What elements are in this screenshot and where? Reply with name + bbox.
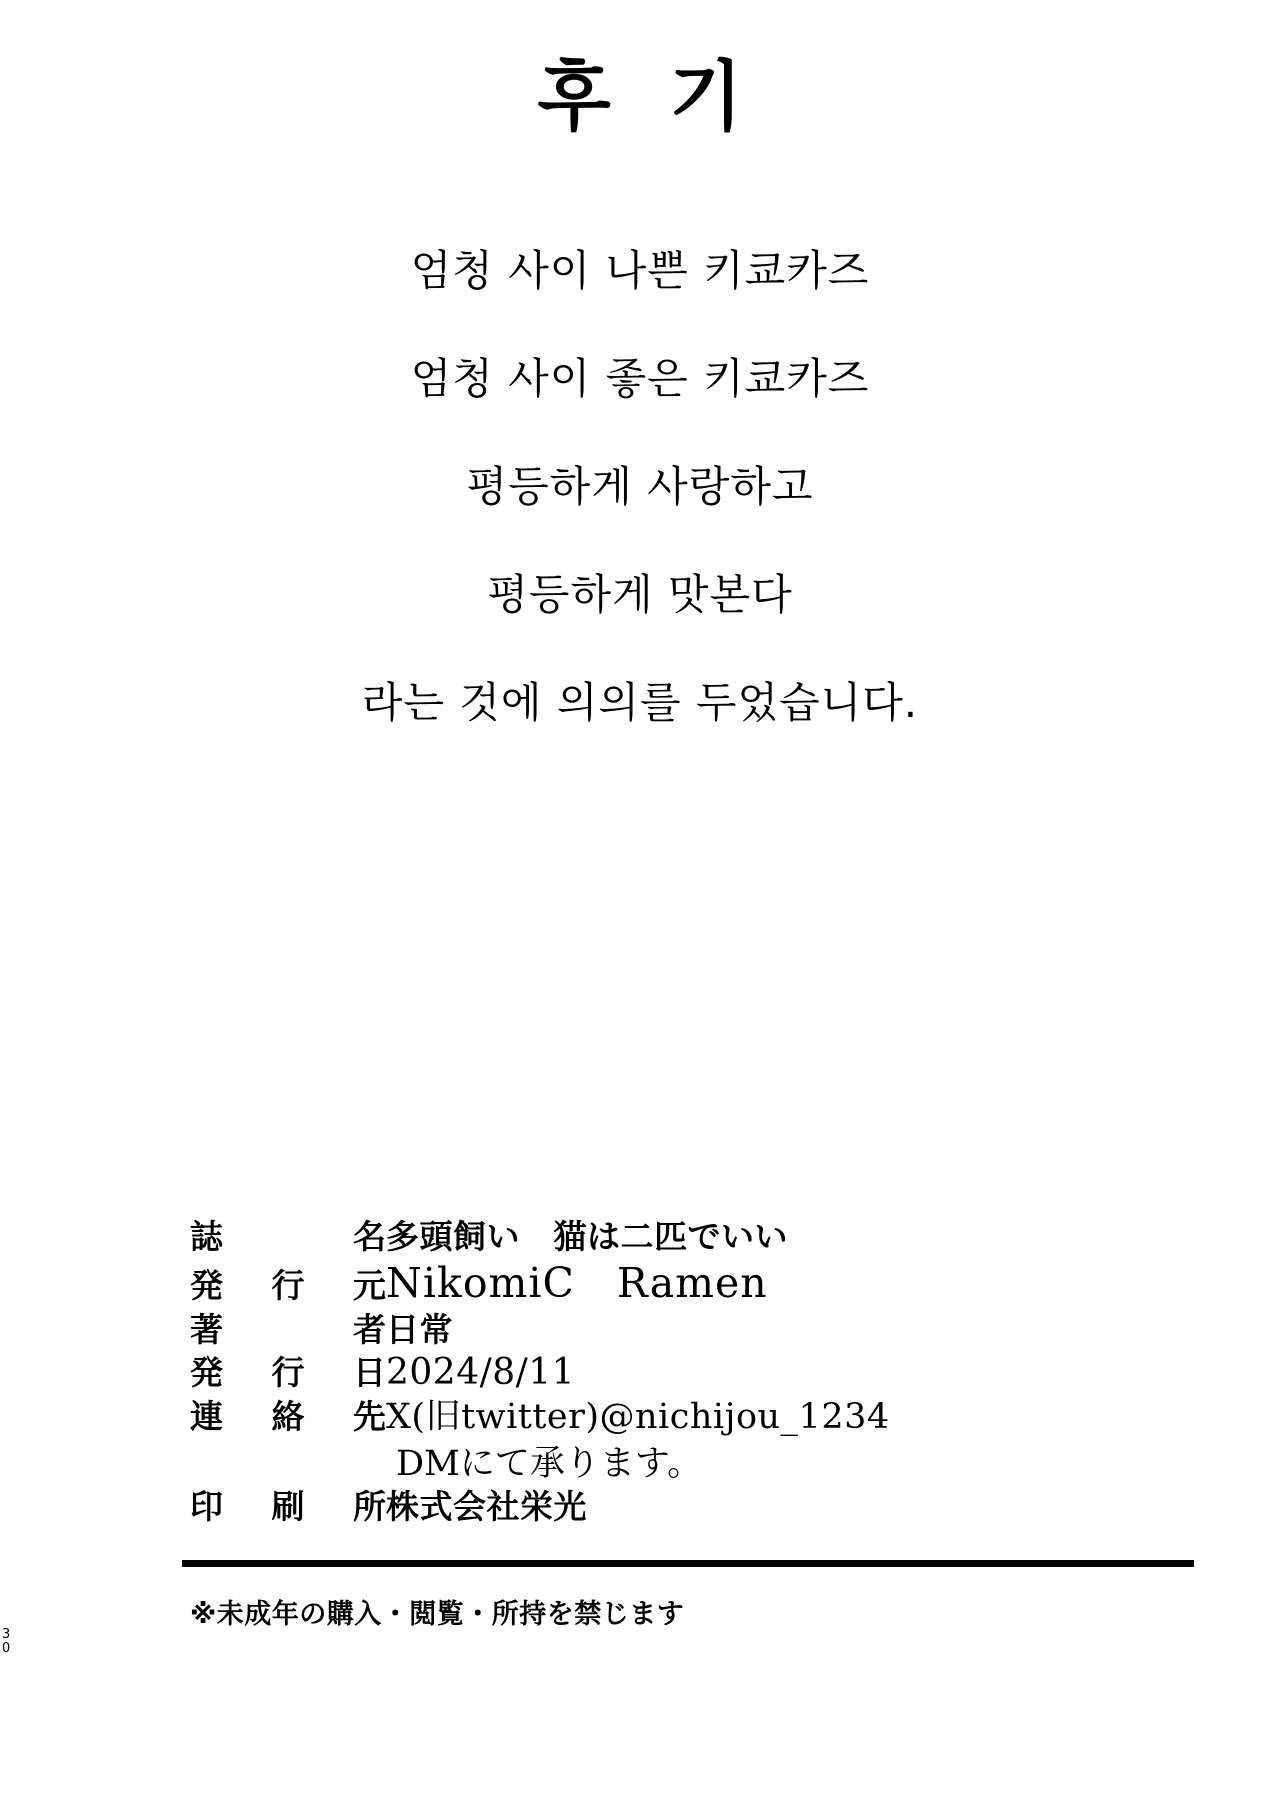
colophon-value-title: 多頭飼い 猫は二匹でいい bbox=[386, 1217, 788, 1256]
colophon-label-char: 行 bbox=[271, 1353, 305, 1393]
colophon-label-publisher bbox=[190, 1267, 386, 1306]
colophon-label-char: 所 bbox=[353, 1487, 386, 1527]
colophon-row-date bbox=[190, 1352, 1110, 1394]
colophon-label-char: 元 bbox=[353, 1265, 386, 1305]
colophon-label-author bbox=[190, 1311, 386, 1350]
colophon-label-char: 誌 bbox=[190, 1217, 223, 1256]
afterword-line: 평등하게 맛본다 bbox=[487, 570, 793, 619]
page-number-digit-2: 0 bbox=[2, 1640, 11, 1656]
afterword-line: 라는 것에 의의를 두었습니다. bbox=[361, 678, 919, 727]
afterword-line: 엄청 사이 좋은 키쿄카즈 bbox=[410, 354, 870, 403]
colophon-label-char: 印 bbox=[190, 1487, 223, 1527]
colophon-divider bbox=[182, 1560, 1194, 1567]
colophon bbox=[190, 1218, 1110, 1529]
afterword-line: 엄청 사이 나쁜 키쿄카즈 bbox=[410, 246, 870, 295]
colophon-label-char: 行 bbox=[271, 1265, 305, 1305]
colophon-value-printer: 株式会社栄光 bbox=[386, 1487, 587, 1527]
colophon-label-title bbox=[190, 1218, 386, 1257]
colophon-label-char: 発 bbox=[190, 1265, 223, 1305]
colophon-value-publisher: NikomiC Ramen bbox=[386, 1258, 768, 1307]
colophon-value-author: 日常 bbox=[386, 1310, 453, 1350]
page-number-digit-1: 3 bbox=[2, 1627, 11, 1642]
afterword-line: 평등하게 사랑하고 bbox=[466, 462, 814, 511]
afterword-text bbox=[0, 246, 1280, 790]
colophon-label-char: 日 bbox=[353, 1353, 386, 1393]
page-number bbox=[2, 1628, 20, 1655]
colophon-label-char: 著 bbox=[190, 1310, 223, 1350]
colophon-row-publisher bbox=[190, 1259, 1110, 1307]
colophon-row-author bbox=[190, 1311, 1110, 1350]
colophon-label-char: 絡 bbox=[271, 1396, 305, 1436]
colophon-label-printer bbox=[190, 1488, 386, 1527]
colophon-label-char: 刷 bbox=[271, 1487, 305, 1527]
age-restriction-notice: ※未成年の購入・閲覧・所持を禁じます bbox=[190, 1599, 685, 1630]
colophon-label-char: 発 bbox=[190, 1353, 223, 1393]
colophon-value-date: 2024/8/11 bbox=[386, 1352, 576, 1394]
colophon-contact-note: DMにて承ります。 bbox=[396, 1444, 703, 1485]
colophon-row-printer bbox=[190, 1488, 1110, 1527]
colophon-label-char: 連 bbox=[190, 1396, 223, 1436]
colophon-row-title bbox=[190, 1218, 1110, 1257]
colophon-label-char: 先 bbox=[353, 1396, 386, 1436]
colophon-value-contact: X(旧twitter)@nichijou_1234 bbox=[386, 1396, 890, 1437]
colophon-row-contact bbox=[190, 1397, 1110, 1438]
colophon-label-char: 名 bbox=[353, 1217, 386, 1256]
colophon-label-contact bbox=[190, 1398, 386, 1437]
colophon-label-date bbox=[190, 1354, 386, 1393]
page-title: 후 기 bbox=[537, 52, 759, 141]
colophon-label-char: 者 bbox=[353, 1310, 386, 1350]
